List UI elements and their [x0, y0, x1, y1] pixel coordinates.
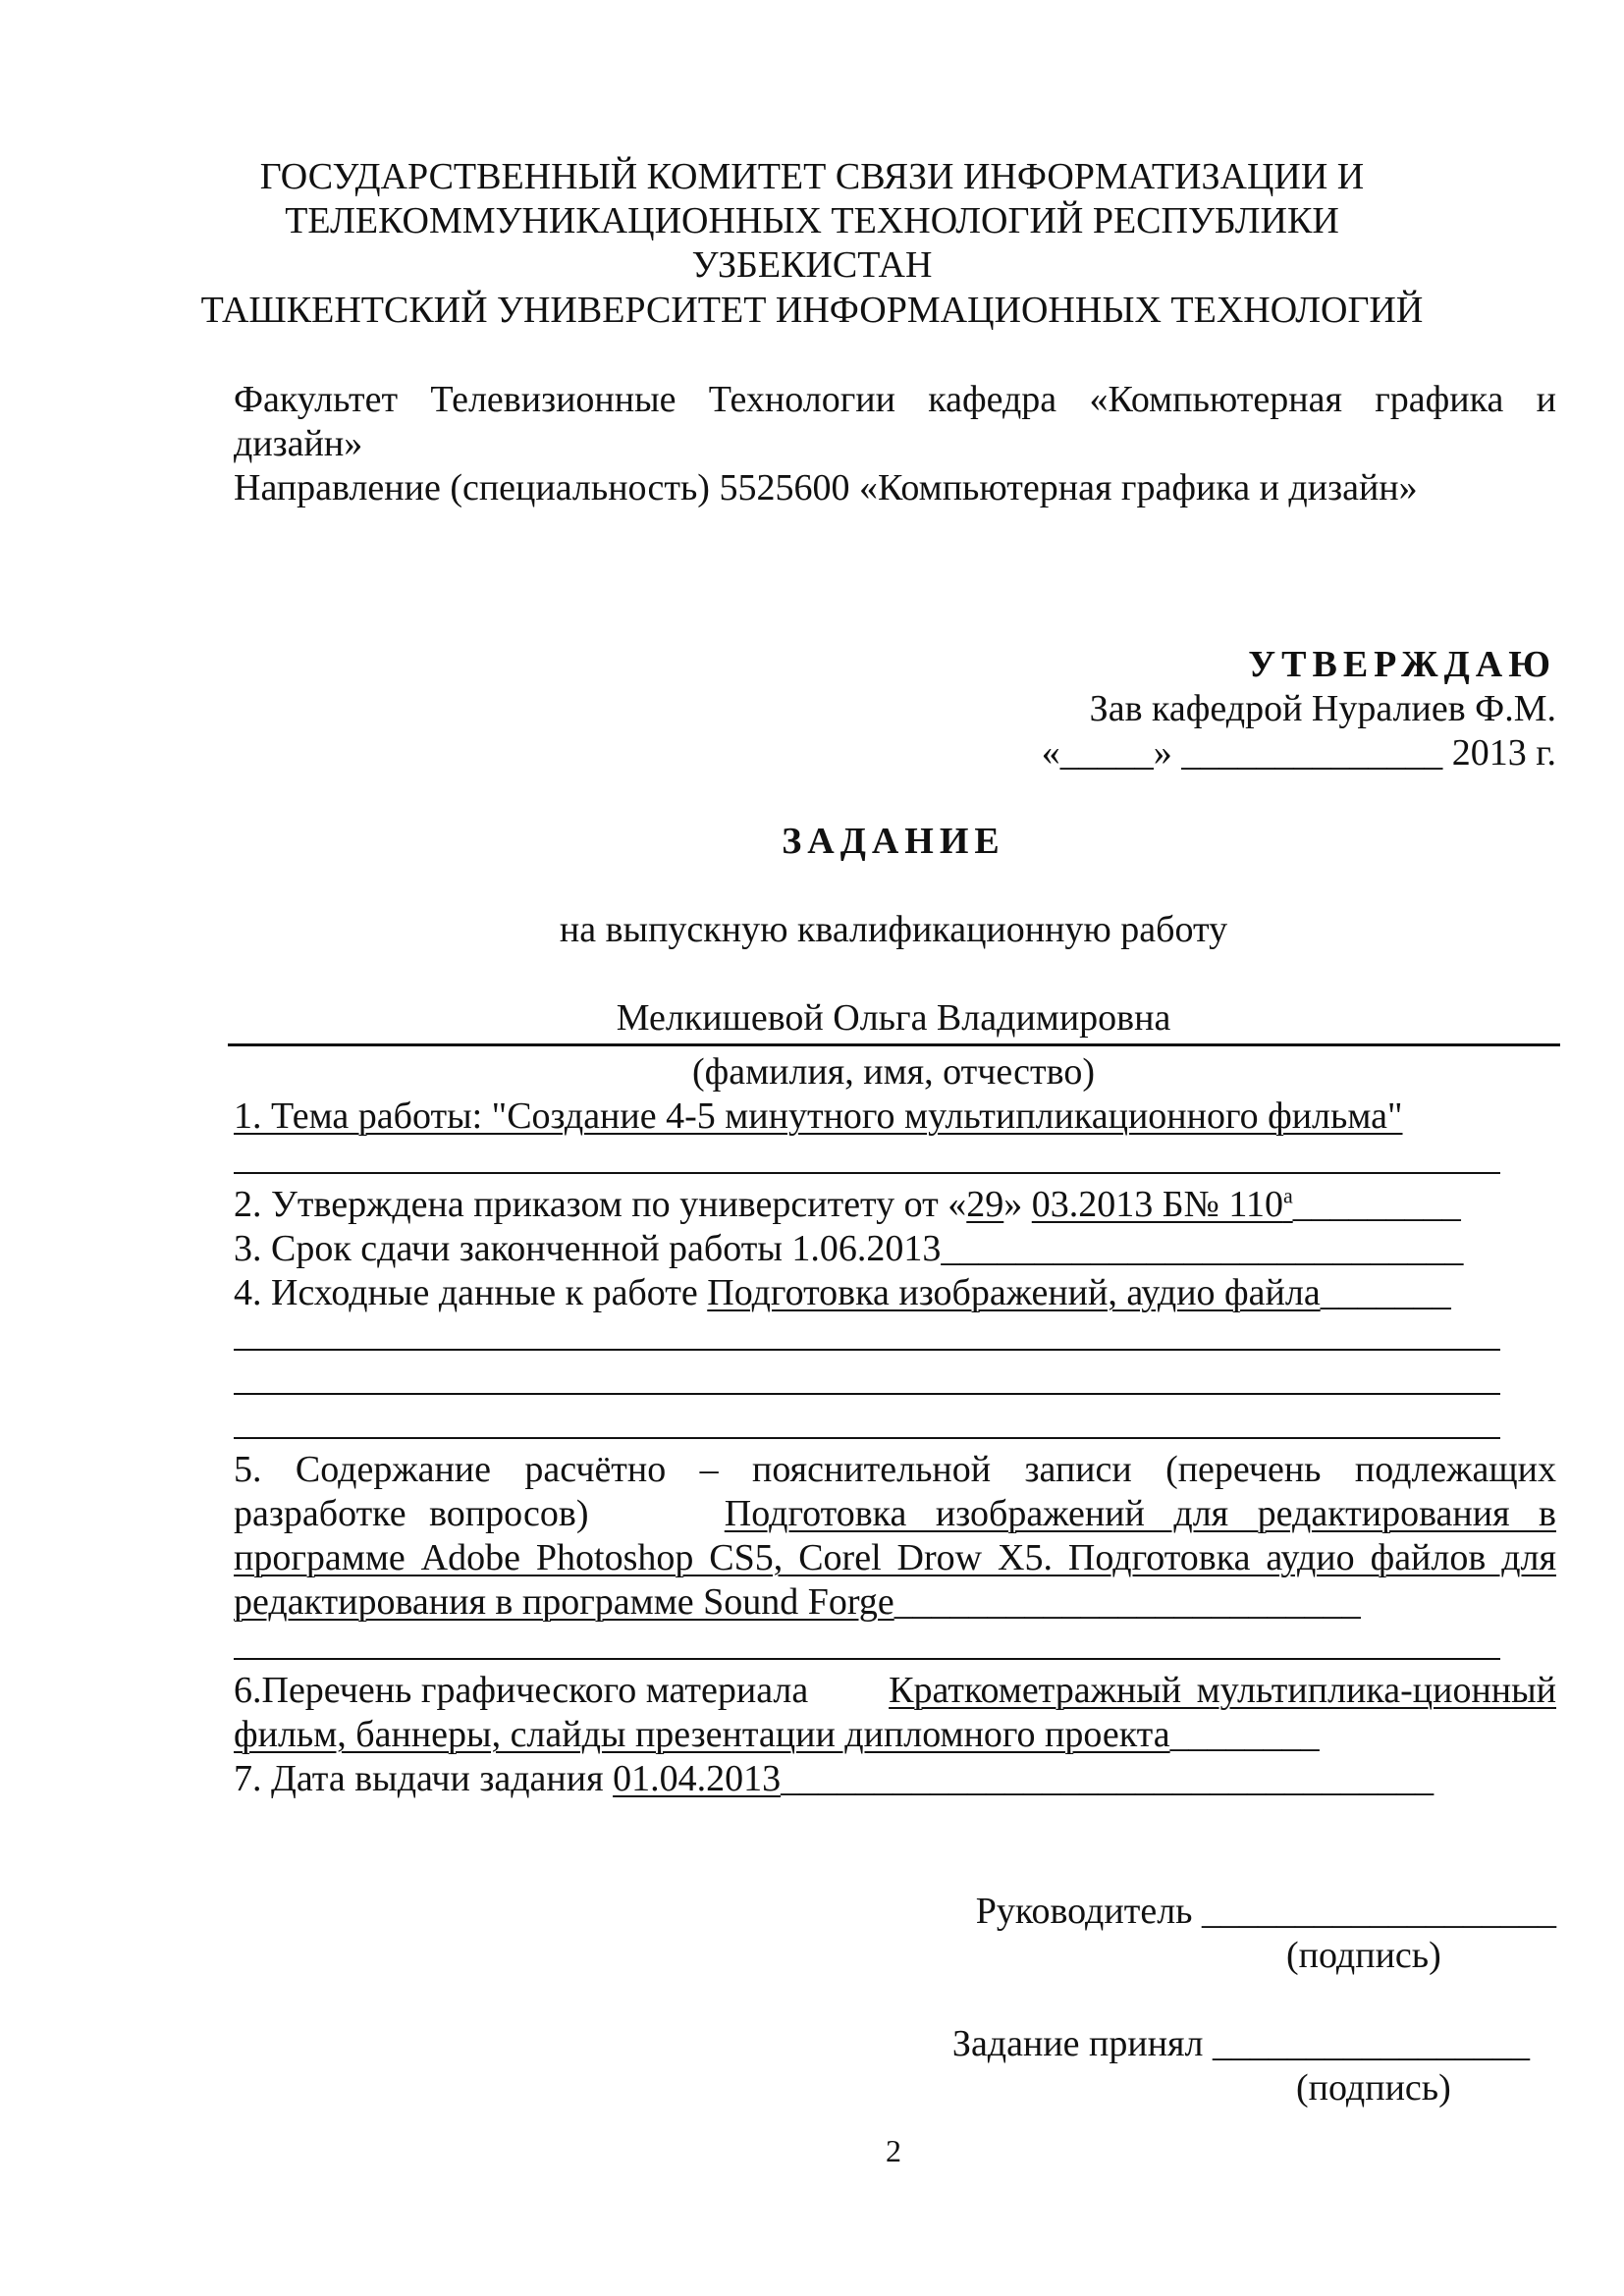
- item-7-issue-date: [234, 1757, 1434, 1800]
- item-5-line-1: 5. Содержание расчётно – пояснительной записи (перечень подлежащих: [234, 1449, 1556, 1490]
- item-1-topic: 1. Тема работы: "Создание 4-5 минутного мультипликационного фильма": [234, 1095, 1403, 1137]
- item-6-line-1-value: Краткометражный мультиплика-ционный: [889, 1670, 1556, 1711]
- item-4-source-data: [234, 1271, 1451, 1314]
- blank-line: [234, 1658, 1500, 1660]
- item-6-line-2: [234, 1713, 1320, 1756]
- blank-line: [234, 1172, 1500, 1174]
- faculty-line-2: дизайн»: [234, 423, 363, 464]
- item-2-sup: а: [1282, 1183, 1293, 1208]
- approve-head: Зав кафедрой Нуралиев Ф.М.: [1089, 688, 1556, 729]
- item-7-tail: ___________________________________: [781, 1758, 1435, 1799]
- faculty-line-1: Факультет Телевизионные Технологии кафедра «Компьютерная графика и: [234, 379, 1556, 420]
- item-6-line-2-tail: ________: [1169, 1714, 1320, 1755]
- item-5-line-2: [234, 1492, 1556, 1535]
- item-2-order: [234, 1183, 1461, 1226]
- item-3-deadline: 3. Срок сдачи законченной работы 1.06.2013____________________________: [234, 1228, 1464, 1269]
- approve-title: УТВЕРЖДАЮ: [1248, 644, 1556, 685]
- item-5-line-4-value: редактирования в программе Sound Forge: [234, 1581, 894, 1623]
- blank-line: [234, 1437, 1500, 1439]
- item-5-line-2-value: Подготовка изображений для редактирования в: [724, 1493, 1556, 1534]
- header-line-3: УЗБЕКИСТАН: [691, 244, 933, 286]
- blank-line: [234, 1349, 1500, 1351]
- supervisor-signature-caption: (подпись): [1286, 1935, 1441, 1976]
- header-line-2: ТЕЛЕКОММУНИКАЦИОННЫХ ТЕХНОЛОГИЙ РЕСПУБЛИКИ: [285, 200, 1339, 241]
- item-5-line-4: [234, 1580, 1361, 1624]
- page-number: 2: [886, 2133, 901, 2168]
- item-6-line-2-value: фильм, баннеры, слайды презентации дипломного проекта: [234, 1714, 1170, 1755]
- task-subtitle: на выпускную квалификационную работу: [559, 909, 1228, 950]
- item-4-prefix: 4. Исходные данные к работе: [234, 1272, 708, 1313]
- student-name: Мелкишевой Ольга Владимировна: [616, 997, 1171, 1039]
- item-7-value: 01.04.2013: [613, 1758, 782, 1799]
- item-7-prefix: 7. Дата выдачи задания: [234, 1758, 614, 1799]
- accepted-signature-line: Задание принял _________________: [951, 2023, 1530, 2064]
- item-2-tail: _________: [1292, 1184, 1461, 1225]
- supervisor-signature-line: Руководитель ___________________: [975, 1891, 1556, 1932]
- item-2-order-number: [1032, 1184, 1293, 1225]
- item-2-order-text: 03.2013 Б№ 110: [1031, 1184, 1283, 1225]
- item-2-mid: »: [1003, 1184, 1032, 1225]
- item-2-prefix: 2. Утверждена приказом по университету от «: [234, 1184, 967, 1225]
- student-caption: (фамилия, имя, отчество): [691, 1051, 1095, 1093]
- item-5-line-2-prefix: разработке вопросов): [234, 1493, 612, 1534]
- item-2-day: 29: [966, 1184, 1004, 1225]
- item-4-tail: _______: [1320, 1272, 1451, 1313]
- blank-line: [234, 1393, 1500, 1395]
- item-5-line-4-tail: _________________________: [893, 1581, 1361, 1623]
- direction-line: Направление (специальность) 5525600 «Компьютерная графика и дизайн»: [234, 467, 1418, 508]
- item-5-line-3: программе Adobe Photoshop CS5, Corel Drow X5. Подготовка аудио файлов для: [234, 1537, 1556, 1578]
- approve-date: «_____» ______________ 2013 г.: [1041, 732, 1556, 774]
- task-title: ЗАДАНИЕ: [782, 821, 1005, 862]
- item-6-line-1-prefix: 6.Перечень графического материала: [234, 1670, 828, 1711]
- item-6-line-1: [234, 1669, 1556, 1712]
- accepted-signature-caption: (подпись): [1296, 2067, 1451, 2109]
- student-underline: [228, 1043, 1560, 1046]
- header-line-1: ГОСУДАРСТВЕННЫЙ КОМИТЕТ СВЯЗИ ИНФОРМАТИЗАЦИИ И: [259, 156, 1365, 197]
- header-line-4: ТАШКЕНТСКИЙ УНИВЕРСИТЕТ ИНФОРМАЦИОННЫХ ТЕХНОЛОГИЙ: [200, 290, 1424, 331]
- item-4-value: Подготовка изображений, аудио файла: [707, 1272, 1321, 1313]
